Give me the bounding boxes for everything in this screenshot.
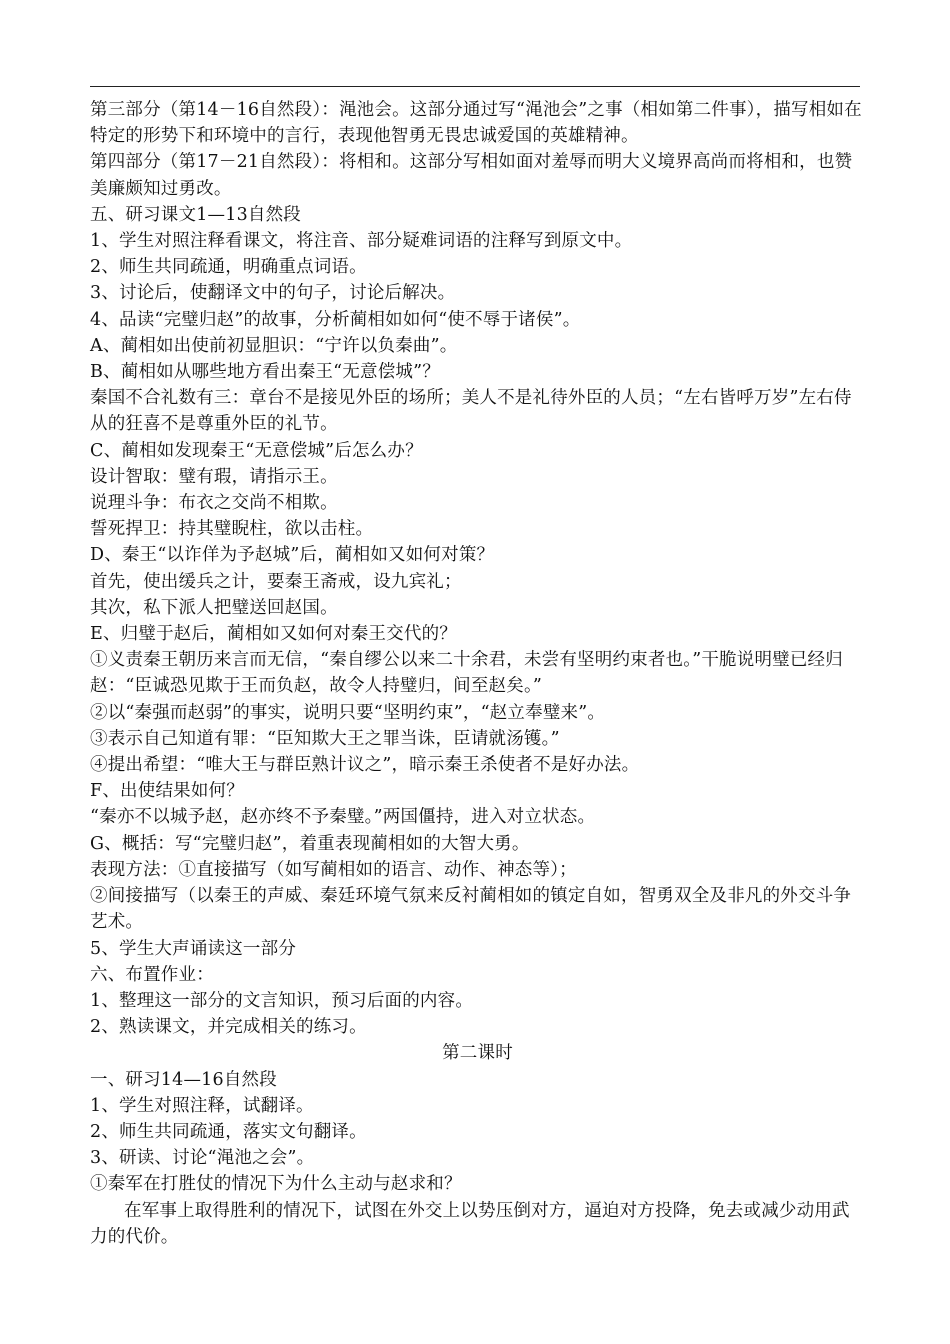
paragraph: 誓死捍卫：持其璧睨柱，欲以击柱。 [90, 519, 374, 540]
list-item: 1、学生对照注释看课文，将注音、部分疑难词语的注释写到原文中。 [90, 231, 633, 252]
paragraph: 表现方法：①直接描写（如写蔺相如的语言、动作、神态等）； [90, 859, 577, 880]
document-body [90, 97, 865, 1250]
list-item: 1、整理这一部分的文言知识，预习后面的内容。 [90, 990, 474, 1011]
section-heading-1: 一、研习14—16自然段 [90, 1069, 277, 1090]
paragraph: ④提出希望：“唯大王与群臣熟计议之”，暗示秦王杀使者不是好办法。 [90, 755, 640, 776]
section-heading-5: 五、研习课文1—13自然段 [90, 204, 302, 225]
list-item: 1、学生对照注释，试翻译。 [90, 1095, 314, 1116]
paragraph-part-four: 第四部分（第17－21自然段）：将相和。这部分写相如面对羞辱而明大义境界高尚而将相和，也赞美廉颇知过勇改。 [90, 152, 853, 199]
paragraph: “秦亦不以城予赵，赵亦终不予秦璧。”两国僵持，进入对立状态。 [90, 807, 596, 828]
list-item: C、蔺相如发现秦王“无意偿城”后怎么办？ [90, 440, 423, 461]
paragraph: 其次，私下派人把璧送回赵国。 [90, 597, 338, 618]
list-item: 3、研读、讨论“渑池之会”。 [90, 1148, 315, 1169]
list-item: G、概括：写“完璧归赵”，着重表现蔺相如的大智大勇。 [90, 833, 530, 854]
paragraph: 秦国不合礼数有三：章台不是接见外臣的场所；美人不是礼待外臣的人员；“左右皆呼万岁”左右侍从的狂喜不是尊重外臣的礼节。 [90, 388, 852, 435]
list-item: 2、熟读课文，并完成相关的练习。 [90, 1017, 367, 1038]
paragraph: 首先，使出缓兵之计，要秦王斋戒，设九宾礼； [90, 571, 462, 592]
paragraph-part-three: 第三部分（第14－16自然段）：渑池会。这部分通过写“渑池会”之事（相如第二件事），描写相如在特定的形势下和环境中的言行，表现他智勇无畏忠诚爱国的英雄精神。 [90, 100, 862, 147]
paragraph: 设计智取：璧有瑕，请指示王。 [90, 466, 338, 487]
paragraph: ①义责秦王朝历来言而无信，“秦自缪公以来二十余君，未尝有坚明约束者也。”干脆说明璧已经归赵：“臣诚恐见欺于王而负赵，故令人持璧归，间至赵矣。” [90, 650, 843, 697]
list-item: 2、师生共同疏通，明确重点词语。 [90, 257, 367, 278]
list-item: D、秦王“以诈佯为予赵城”后，蔺相如又如何对策？ [90, 545, 495, 566]
header-rule [90, 86, 860, 87]
list-item: 4、品读“完璧归赵”的故事，分析蔺相如如何“使不辱于诸侯”。 [90, 309, 581, 330]
lesson-title: 第二课时 [442, 1043, 513, 1064]
paragraph: ③表示自己知道有罪：“臣知欺大王之罪当诛，臣请就汤镬。” [90, 728, 560, 749]
list-item: 2、师生共同疏通，落实文句翻译。 [90, 1121, 367, 1142]
list-item: E、归璧于赵后，蔺相如又如何对秦王交代的？ [90, 624, 457, 645]
section-heading-6: 六、布置作业： [90, 964, 214, 985]
paragraph: ②间接描写（以秦王的声威、秦廷环境气氛来反衬蔺相如的镇定自如，智勇双全及非凡的外交斗争艺术。 [90, 886, 852, 933]
paragraph: ①秦军在打胜仗的情况下为什么主动与赵求和？ [90, 1174, 462, 1195]
list-item: A、蔺相如出使前初显胆识：“宁许以负秦曲”。 [90, 335, 458, 356]
list-item: B、蔺相如从哪些地方看出秦王“无意偿城”？ [90, 362, 440, 383]
list-item: 5、学生大声诵读这一部分 [90, 938, 297, 959]
paragraph: 说理斗争：布衣之交尚不相欺。 [90, 493, 338, 514]
paragraph: 在军事上取得胜利的情况下，试图在外交上以势压倒对方，逼迫对方投降，免去或减少动用武力的代价。 [90, 1200, 850, 1247]
list-item: 3、讨论后，使翻译文中的句子，讨论后解决。 [90, 283, 456, 304]
paragraph: ②以“秦强而赵弱”的事实，说明只要“坚明约束”，“赵立奉璧来”。 [90, 702, 606, 723]
list-item: F、出使结果如何？ [90, 781, 244, 802]
